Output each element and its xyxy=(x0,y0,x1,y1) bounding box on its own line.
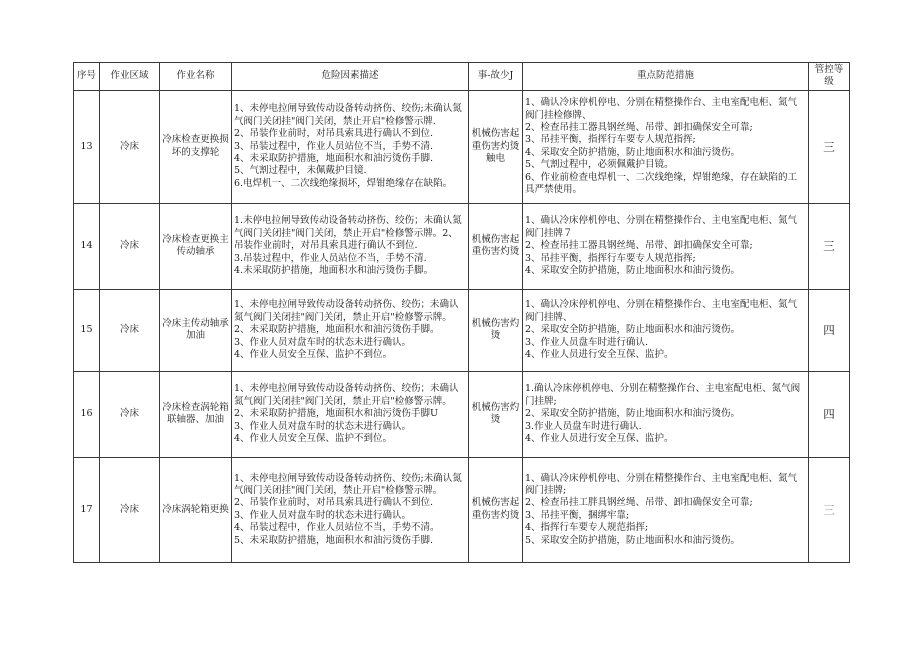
hazard-line: 2、未采取防护措施，地面积水和油污烫伤手脚。 xyxy=(234,324,440,336)
table-row xyxy=(74,371,850,457)
measure-line: 4、作业人员进行安全互保、监护。 xyxy=(525,432,674,444)
row-task-name: 冷床检查更换损坏的支撑轮 xyxy=(160,90,232,203)
row-measures xyxy=(523,371,809,457)
hazard-line: 3.吊装过程中，作业人员站位不当，手势不清. xyxy=(234,252,427,264)
risk-control-table xyxy=(73,62,850,563)
header-seq: 序号 xyxy=(74,63,100,91)
measure-line: 4、指挥行车要专人规范指挥; xyxy=(525,522,649,534)
hazard-line: 4.未采取防护措施，地面积水和油污烫伤手脚。 xyxy=(234,264,434,276)
measure-line: 3、吊挂平衡，指挥行车要专人规范指挥; xyxy=(525,252,696,264)
hazard-line: 3、作业人员对盘车时的状态未进行确认。 xyxy=(234,509,412,521)
row-hazards xyxy=(232,371,469,457)
header-area: 作业区域 xyxy=(100,63,160,91)
hazard-line: 4、作业人员安全互保、监护不到位。 xyxy=(234,432,393,444)
hazard-line: 1、未停电拉闸导致传动设备转动挤伤、绞伤；未确认氮气阀门关闭挂"阀门关闭，禁止开启"检修警示牌。 xyxy=(234,299,459,323)
hazard-line: 1.未停电拉闸导致传动设备转动挤伤、绞伤；未确认氮气阀门关闭挂"阀门关闭，禁止开启"检修警示牌。2、吊装作业前时，对吊具索具进行确认不到位. xyxy=(234,215,462,252)
row-hazards xyxy=(232,457,469,562)
table-row xyxy=(74,289,850,371)
hazard-line: 4、未采取防护措施，地面积水和油污烫伤手脚. xyxy=(234,153,434,165)
measure-line: 2、采取安全防护措施，防止地面积水和油污烫伤。 xyxy=(525,408,741,420)
hazard-line: 2、吊装作业前时，对吊具索具进行确认不到位. xyxy=(234,497,434,509)
measure-line: 1、确认冷床停机停电、分别在精整操作台、主电室配电柜、氮气阀门挂牌７ xyxy=(525,215,798,239)
row-seq: 17 xyxy=(74,457,100,562)
hazard-line: 3、作业人员对盘车时的状态未进行确认。 xyxy=(234,420,412,432)
row-area: 冷床 xyxy=(100,289,160,371)
measure-line: 3、作业人员盘车时进行确认. xyxy=(525,336,649,348)
hazard-line: 5、未采取防护措施，地面积水和油污烫伤手脚. xyxy=(234,534,434,546)
hazard-line: 1、未停电拉闸导致传动设备转动挤伤、绞伤;未确认氮气阀门关闭挂"阀门关闭，禁止开启"检修警示牌. xyxy=(234,103,462,127)
measure-line: 2、检查吊挂工胖具钢丝绳、吊带、卸扣确保安全可靠; xyxy=(525,497,753,509)
measure-line: 1、确认冷床停机停电、分别在精整操作台、主电室配电柜、氮气阀门挂牌; xyxy=(525,472,798,496)
row-seq: 14 xyxy=(74,203,100,289)
table-row xyxy=(74,90,850,203)
row-task-name: 冷床涡轮箱更换 xyxy=(160,457,232,562)
row-task-name: 冷床检查更换主传动轴承 xyxy=(160,203,232,289)
row-accident-type: 机械伤害起重伤害灼烫 xyxy=(469,203,523,289)
row-area: 冷床 xyxy=(100,203,160,289)
measure-line: 3、吊挂平衡，指挥行车要专人规范指挥; xyxy=(525,134,696,146)
measure-line: 1.确认冷床停机停电、分别在精整操作台、主电室配电柜、氮气阀门挂牌; xyxy=(525,383,801,407)
measure-line: 2、检查吊挂工器具钢丝绳、吊带、卸扣确保安全可靠; xyxy=(525,240,753,252)
hazard-line: 1、未停电拉闸导致传动设备转动挤伤、绞伤；未确认氮气阀门关闭挂"阀门关闭，禁止开启"检修警示牌。 xyxy=(234,383,459,407)
table-row xyxy=(74,203,850,289)
row-hazards xyxy=(232,203,469,289)
row-seq: 15 xyxy=(74,289,100,371)
header-measures: 重点防范措施 xyxy=(523,63,809,91)
hazard-line: 1、未停电拉闸导致传动设备转动挤伤、绞伤;未确认氮气阀门关闭挂"阀门关闭，禁止开启"检修警示牌。 xyxy=(234,472,462,496)
row-accident-type: 机械伤害起重伤害灼烫 xyxy=(469,457,523,562)
row-seq: 16 xyxy=(74,371,100,457)
measure-line: 1、确认冷床停机停电、分别在精整操作台、主电室配电柜、氮气阀门挂牌、 xyxy=(525,299,798,323)
row-hazards xyxy=(232,289,469,371)
row-seq: 13 xyxy=(74,90,100,203)
row-hazards xyxy=(232,90,469,203)
hazard-line: 2、未采取防护措施，地面积水和油污烫伤手脚U xyxy=(234,408,439,420)
row-task-name: 冷床主传动轴承加油 xyxy=(160,289,232,371)
row-control-level: 三 xyxy=(809,203,850,289)
row-task-name: 冷床检查涡轮箱联轴器、加油 xyxy=(160,371,232,457)
row-accident-type: 机械伤害起重伤害灼烫触电 xyxy=(469,90,523,203)
hazard-line: 4、吊装过程中，作业人员站位不当，手势不清。 xyxy=(234,522,440,534)
header-level: 管控等级 xyxy=(809,63,850,91)
measure-line: 2、采取安全防护措施，防止地面积水和油污烫伤。 xyxy=(525,324,741,336)
row-area: 冷床 xyxy=(100,457,160,562)
row-measures xyxy=(523,457,809,562)
row-control-level: 四 xyxy=(809,289,850,371)
measure-line: 3、吊挂平衡，捆绑牢靠; xyxy=(525,509,630,521)
row-control-level: 四 xyxy=(809,371,850,457)
row-measures xyxy=(523,203,809,289)
hazard-line: 3、作业人员对盘车时的状态未进行确认。 xyxy=(234,336,412,348)
hazard-line: 4、作业人员安全互保、监护不到位。 xyxy=(234,348,393,360)
measure-line: 4、作业人员进行安全互保、监护。 xyxy=(525,348,674,360)
hazard-line: 3、吊装过程中，作业人员站位不当，手势不清. xyxy=(234,140,434,152)
header-name: 作业名称 xyxy=(160,63,232,91)
measure-line: 5、气割过程中，必须佩戴护目镜。 xyxy=(525,159,674,171)
header-row xyxy=(74,63,850,91)
measure-line: 3.作业人员盘车时进行确认. xyxy=(525,420,642,432)
row-area: 冷床 xyxy=(100,371,160,457)
header-hazards: 危险因素描述 xyxy=(232,63,469,91)
hazard-line: 5、气割过程中，未佩戴护目镜. xyxy=(234,165,367,177)
measure-line: 5、采取安全防护措施，防止地面积水和油污烫伤。 xyxy=(525,534,741,546)
measure-line: 6、作业前检查电焊机一、二次线绝缘，焊钳绝缘，存在缺陷的工具严禁使用。 xyxy=(525,171,798,196)
row-control-level: 三 xyxy=(809,457,850,562)
row-measures xyxy=(523,90,809,203)
row-control-level: 三 xyxy=(809,90,850,203)
hazard-line: 2、吊装作业前时，对吊具索具进行确认不到位. xyxy=(234,128,434,140)
measure-line: 2、检查吊挂工器具钢丝绳、吊带、卸扣确保安全可靠; xyxy=(525,122,753,133)
measure-line: 1、确认冷床停机停电、分别在精整操作台、主电室配电柜、氮气阀门挂检修牌、 xyxy=(525,97,798,121)
row-accident-type: 机械伤害灼烫 xyxy=(469,371,523,457)
header-accident: 事-故少J xyxy=(469,63,523,91)
hazard-line: 6.电焊机一、二次线绝缘损坏，焊钳绝缘存在缺陷。 xyxy=(234,177,453,189)
measure-line: 4、采取安全防护措施，防止地面积水和油污烫伤。 xyxy=(525,264,741,276)
row-accident-type: 机械伤害灼烫 xyxy=(469,289,523,371)
measure-line: 4、采取安全防护措施，防止地面积水和油污烫伤。 xyxy=(525,146,741,158)
row-measures xyxy=(523,289,809,371)
row-area: 冷床 xyxy=(100,90,160,203)
table-row xyxy=(74,457,850,562)
